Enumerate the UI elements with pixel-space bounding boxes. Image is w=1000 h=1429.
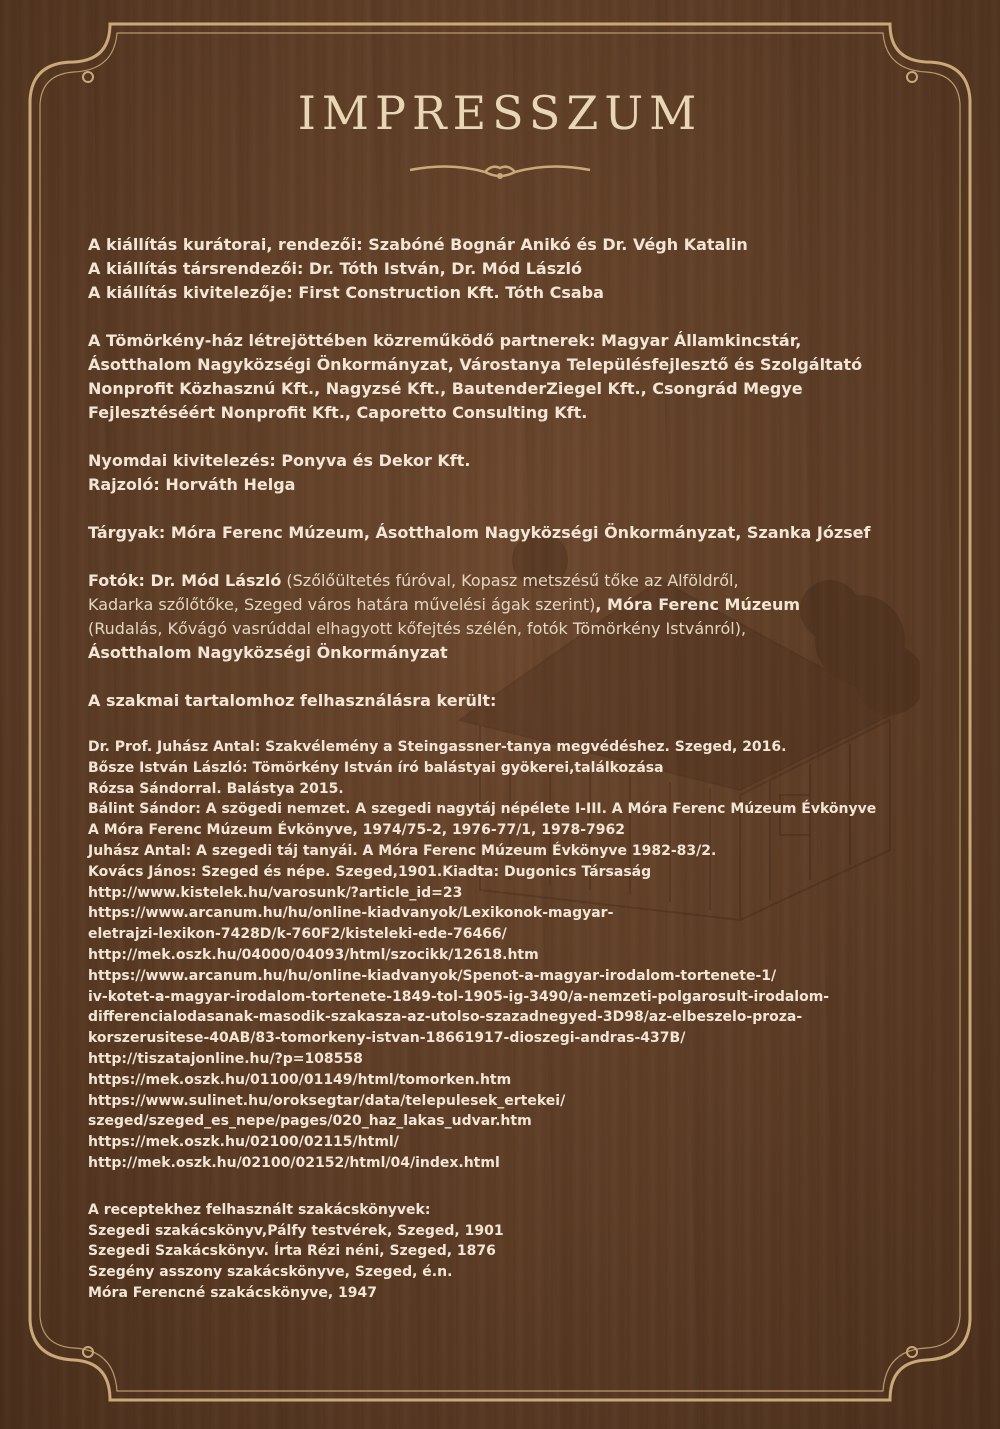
sources-heading: A szakmai tartalomhoz felhasználásra került: <box>88 691 497 710</box>
source-link: http://mek.oszk.hu/04000/04093/html/szocikk/12618.htm <box>88 946 539 963</box>
source-item: Juhász Antal: A szegedi táj tanyái. A Móra Ferenc Múzeum Évkönyve 1982-83/2. <box>88 842 717 859</box>
source-link: http://www.kistelek.hu/varosunk/?article_id=23 <box>88 884 463 901</box>
source-link: eletrajzi-lexikon-7428D/k-760F2/kisteleki-ede-76466/ <box>88 926 507 943</box>
source-link: https://www.arcanum.hu/hu/online-kiadvanyok/Lexikonok-magyar- <box>88 905 614 922</box>
credit-line: A kiállítás társrendezői: Dr. Tóth István, Dr. Mód László <box>88 259 583 278</box>
cookbooks-heading: A receptekhez felhasznált szakácskönyvek: <box>88 1201 431 1218</box>
source-link: https://www.sulinet.hu/oroksegtar/data/telepulesek_ertekei/ <box>88 1092 566 1109</box>
photos-detail: (Rudalás, Kővágó vasrúddal elhagyott kőfejtés szélén, fotók Tömörkény Istvánról), <box>88 619 747 638</box>
objects-block <box>88 521 918 545</box>
source-link: https://mek.oszk.hu/02100/02115/html/ <box>88 1134 399 1151</box>
photos-credit: Fotók: Dr. Mód László <box>88 571 282 590</box>
impressum-content <box>88 233 918 1328</box>
source-item: Bálint Sándor: A szögedi nemzet. A szegedi nagytáj népélete I-III. A Móra Ferenc Múzeum Évkönyve <box>88 801 877 818</box>
credits-block <box>88 233 918 305</box>
source-link: korszerusitese-40AB/83-tomorkeny-istvan-18661917-dioszegi-andras-437B/ <box>88 1030 686 1047</box>
sources-heading-block <box>88 689 918 713</box>
flourish-divider <box>400 158 600 188</box>
photos-detail: Kadarka szőlőtőke, Szeged város határa művelési ágak szerint) <box>88 595 596 614</box>
source-link: http://tiszatajonline.hu/?p=108558 <box>88 1050 363 1067</box>
partners-line: A Tömörkény-ház létrejöttében közreműködő partnerek: Magyar Államkincstár, <box>88 331 802 350</box>
source-item: A Móra Ferenc Múzeum Évkönyve, 1974/75-2, 1976-77/1, 1978-7962 <box>88 822 625 839</box>
source-item: Bősze István László: Tömörkény István író balástyai gyökerei,találkozása <box>88 759 664 776</box>
source-item: Kovács János: Szeged és népe. Szeged,1901.Kiadta: Dugonics Társaság <box>88 863 652 880</box>
cookbook-item: Szegedi szakácskönyv,Pálfy testvérek, Szeged, 1901 <box>88 1222 504 1239</box>
photos-detail: (Szőlőültetés fúróval, Kopasz metszésű tőke az Alföldről, <box>281 571 739 590</box>
source-item: Dr. Prof. Juhász Antal: Szakvélemény a Steingassner-tanya megvédéshez. Szeged, 2016. <box>88 739 787 755</box>
photos-line <box>88 569 918 593</box>
cookbooks-block <box>88 1200 918 1304</box>
print-line: Nyomdai kivitelezés: Ponyva és Dekor Kft. <box>88 451 471 470</box>
objects-line: Tárgyak: Móra Ferenc Múzeum, Ásotthalom Nagyközségi Önkormányzat, Szanka József <box>88 523 871 542</box>
photos-credit: , Móra Ferenc Múzeum <box>595 595 801 614</box>
source-link: http://mek.oszk.hu/02100/02152/html/04/index.html <box>88 1154 500 1171</box>
source-item: Rózsa Sándorral. Balástya 2015. <box>88 780 344 797</box>
page-title: IMPRESSZUM <box>297 86 703 140</box>
illustrator-line: Rajzoló: Horváth Helga <box>88 475 296 494</box>
source-link: iv-kotet-a-magyar-irodalom-tortenete-1849-tol-1905-ig-3490/a-nemzeti-polgarosult-irodalom- <box>88 988 830 1005</box>
partners-block <box>88 329 918 425</box>
cookbook-item: Móra Ferencné szakácskönyve, 1947 <box>88 1284 378 1301</box>
partners-line: Nonprofit Közhasznú Kft., Nagyzsé Kft., BautenderZiegel Kft., Csongrád Megye <box>88 379 803 398</box>
partners-line: Ásotthalom Nagyközségi Önkormányzat, Várostanya Településfejlesztő és Szolgáltató <box>88 355 863 374</box>
source-link: https://www.arcanum.hu/hu/online-kiadvanyok/Spenot-a-magyar-irodalom-tortenete-1/ <box>88 967 777 984</box>
sources-list <box>88 737 918 1174</box>
photos-credit: Ásotthalom Nagyközségi Önkormányzat <box>88 643 448 662</box>
partners-line: Fejlesztéséért Nonprofit Kft., Caporetto Consulting Kft. <box>88 403 588 422</box>
cookbook-item: Szegény asszony szakácskönyve, Szeged, é.n. <box>88 1264 453 1281</box>
source-link: differencialodasanak-masodik-szakasza-az-utolso-szazadnegyed-3D98/az-elbeszelo-proza- <box>88 1009 803 1026</box>
source-link: szeged/szeged_es_nepe/pages/020_haz_lakas_udvar.htm <box>88 1113 532 1130</box>
credit-line: A kiállítás kurátorai, rendezői: Szabóné Bognár Anikó és Dr. Végh Katalin <box>88 235 748 254</box>
cookbook-item: Szegedi Szakácskönyv. Írta Rézi néni, Szeged, 1876 <box>88 1243 496 1260</box>
credit-line: A kiállítás kivitelezője: First Construction Kft. Tóth Csaba <box>88 283 604 302</box>
print-block <box>88 449 918 497</box>
photos-block <box>88 569 918 665</box>
source-link: https://mek.oszk.hu/01100/01149/html/tomorken.htm <box>88 1071 512 1088</box>
photos-line <box>88 593 918 617</box>
